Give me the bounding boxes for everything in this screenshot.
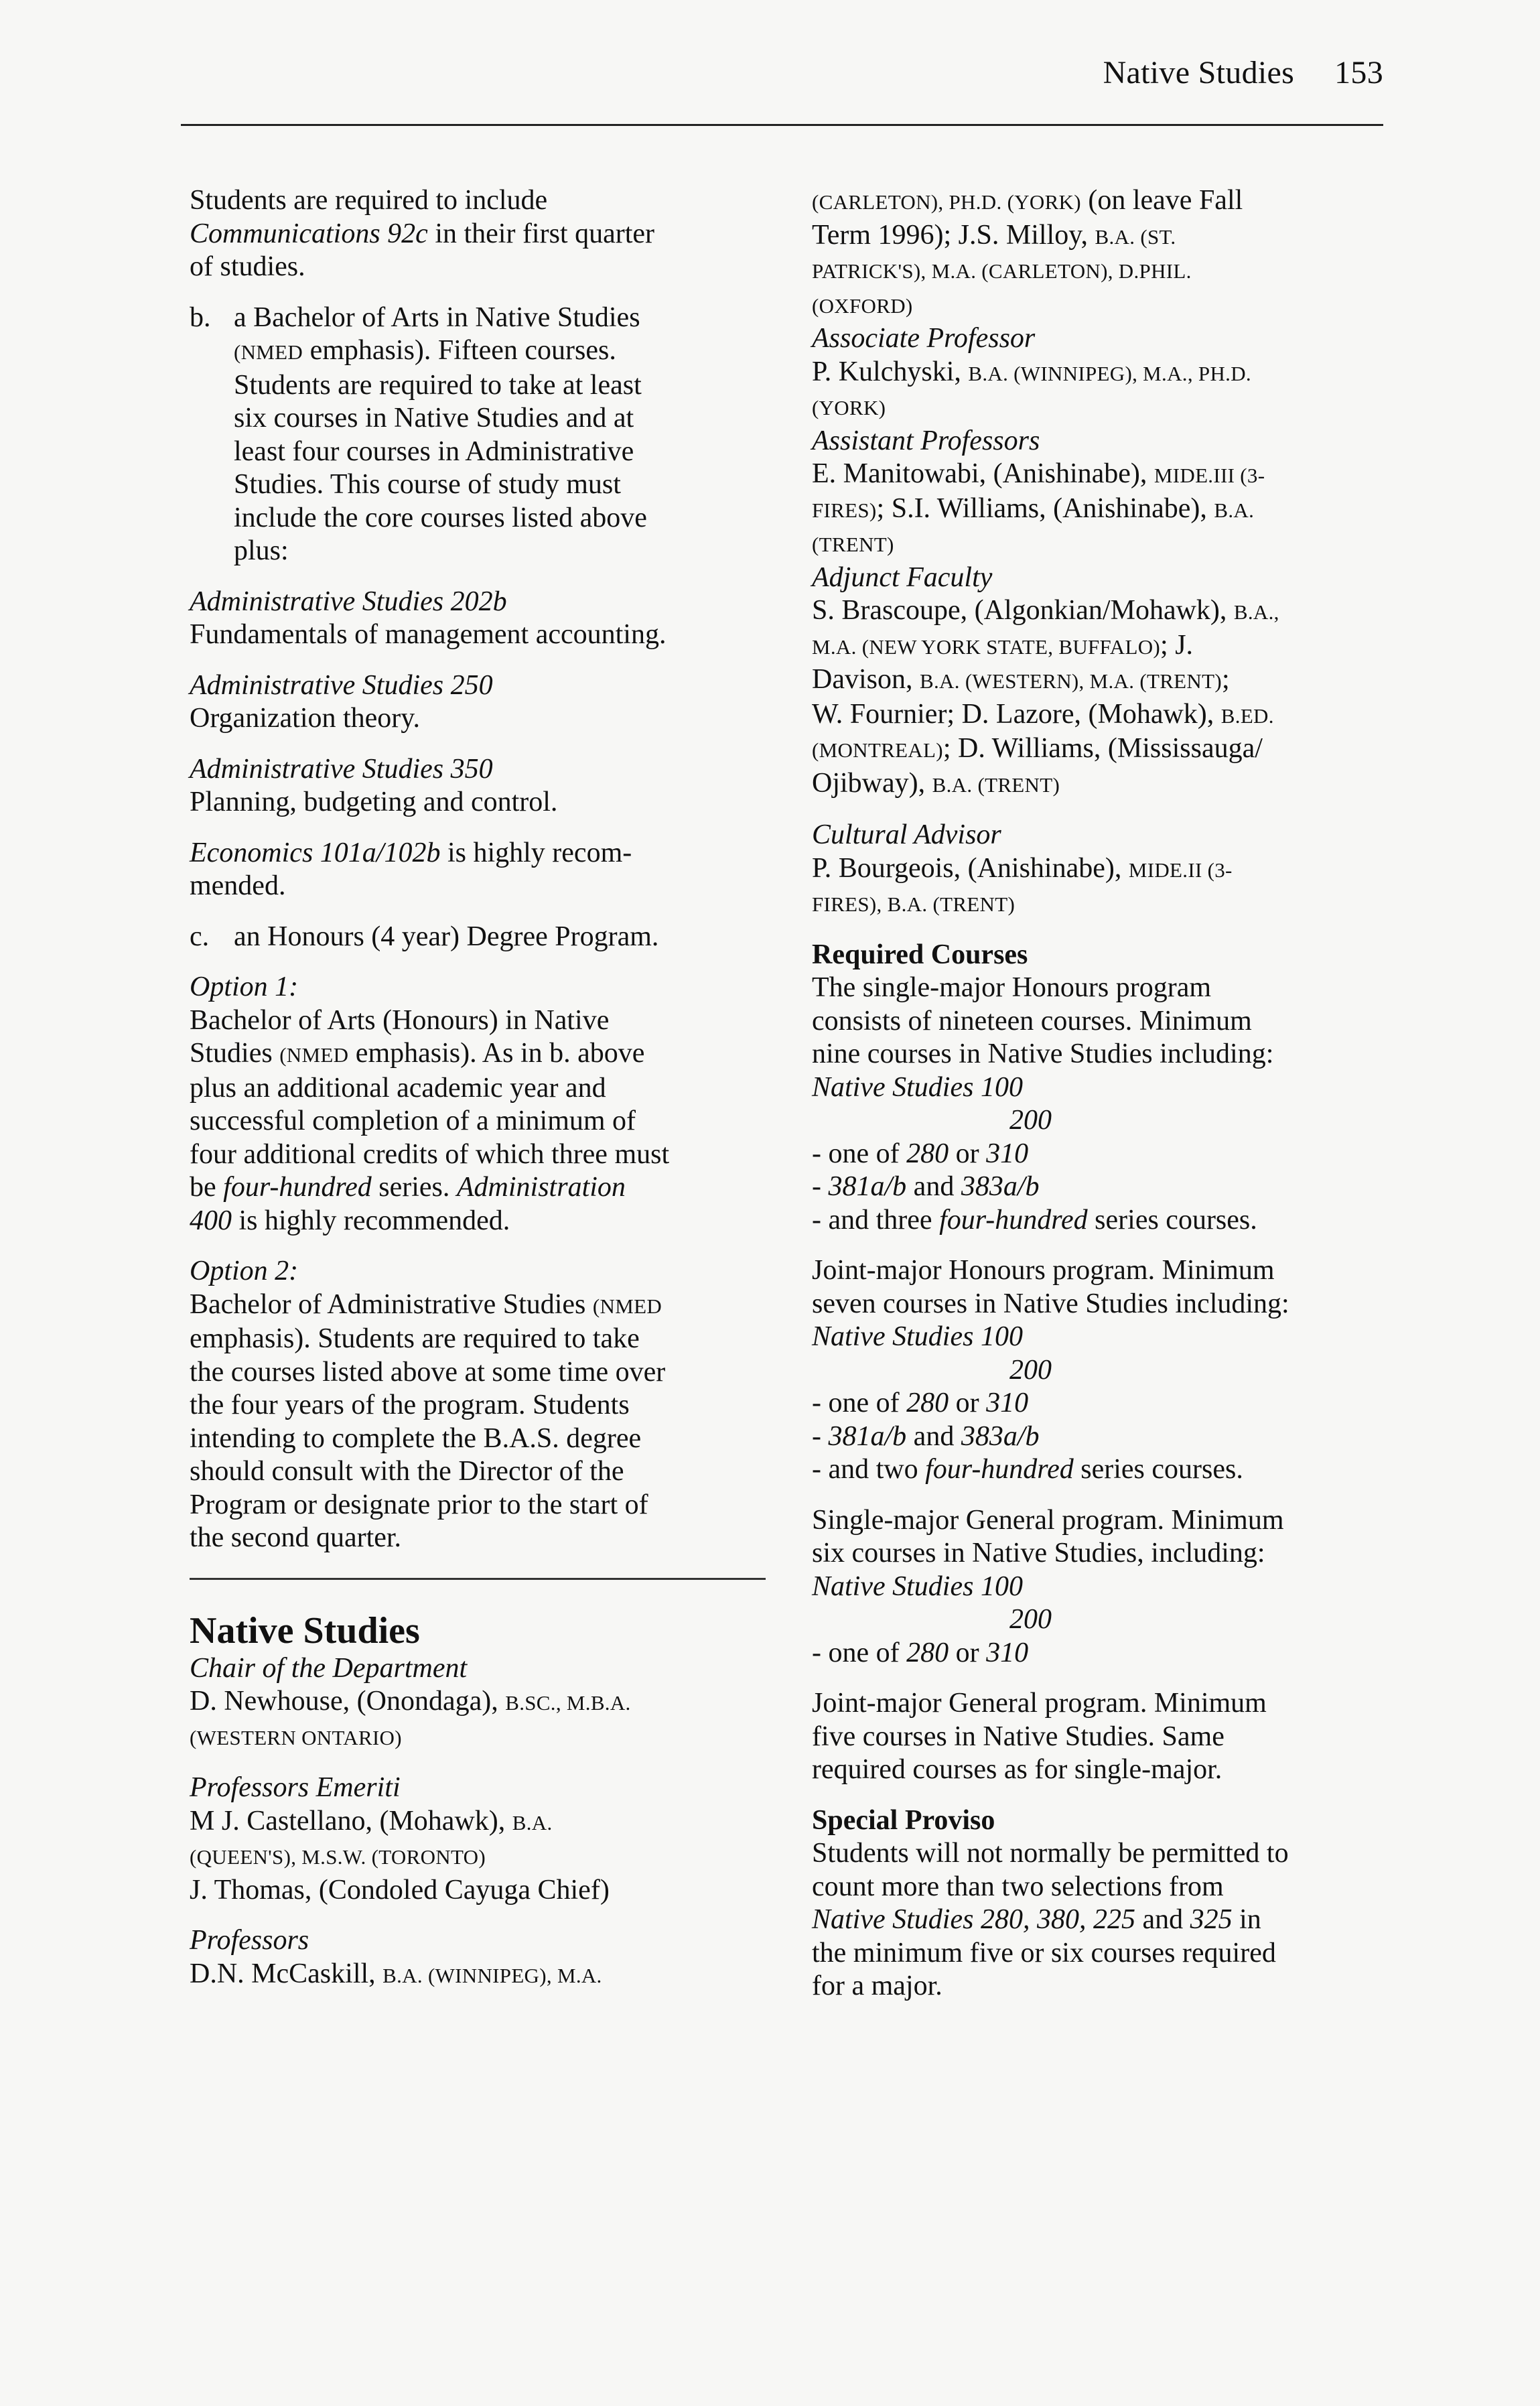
faculty-text: S. Brascoupe, (Algonkian/Mohawk), — [812, 595, 1234, 626]
req-text: series courses. — [1073, 1454, 1243, 1485]
right-column — [812, 184, 1388, 2003]
small-caps: B.ED. — [1220, 704, 1274, 728]
option-line — [190, 1205, 766, 1238]
req-course: 383a/b — [961, 1171, 1040, 1202]
option-line: the second quarter. — [190, 1522, 402, 1553]
faculty-text: P. Kulchyski, — [812, 356, 969, 387]
faculty-line — [812, 253, 1388, 288]
option-text: Bachelor of Administrative Studies — [190, 1288, 593, 1320]
req-line: The single-major Honours program — [812, 972, 1212, 1003]
proviso-line: Students will not normally be permitted to — [812, 1838, 1289, 1869]
faculty-line — [812, 527, 1388, 561]
left-column — [190, 184, 766, 1992]
faculty-line — [812, 663, 1388, 698]
option-line — [190, 1288, 766, 1323]
faculty-line: J. Thomas, (Condoled Cayuga Chief) — [190, 1874, 610, 1906]
small-caps: B.A. (WINNIPEG), M.A., PH.D. — [968, 361, 1251, 385]
page-header — [181, 50, 1383, 126]
small-caps: B.A. (WINNIPEG), M.A. — [382, 1963, 602, 1987]
option-line: Bachelor of Arts (Honours) in Native — [190, 1004, 610, 1036]
small-caps: B.A. — [1214, 498, 1255, 522]
faculty-line — [812, 184, 1388, 219]
req-text: - one of — [812, 1388, 907, 1418]
faculty-line — [812, 458, 1388, 492]
option-2 — [190, 1255, 766, 1555]
proviso-line: count more than two selections from — [812, 1871, 1224, 1902]
req-course: 381a/b — [828, 1420, 907, 1452]
req-course: 200 — [1009, 1105, 1052, 1136]
option-title: Option 2: — [190, 1256, 299, 1286]
faculty-text: (on leave Fall — [1080, 185, 1243, 216]
proviso-line: the minimum five or six courses required — [812, 1937, 1276, 1968]
option-text: emphasis). As in b. above — [348, 1038, 645, 1069]
cultural-block — [812, 819, 1388, 921]
req-line: Joint-major Honours program. Minimum — [812, 1255, 1275, 1286]
small-caps: B.A., — [1233, 600, 1279, 624]
req-text: and — [906, 1420, 961, 1452]
option-line: successful completion of a minimum of — [190, 1106, 636, 1136]
small-caps: B.SC., M.B.A. — [505, 1691, 631, 1715]
special-proviso — [812, 1804, 1388, 2003]
req-line — [812, 1204, 1388, 1238]
professors-cont — [812, 184, 1388, 322]
option-line: should consult with the Director of the — [190, 1456, 624, 1487]
list-item-b — [190, 302, 766, 568]
req-course: 280 — [906, 1388, 949, 1418]
faculty-role: Chair of the Department — [190, 1652, 468, 1684]
option-text: be — [190, 1172, 224, 1203]
faculty-role: Adjunct Faculty — [812, 561, 993, 593]
faculty-line — [190, 1805, 766, 1840]
option-line: emphasis). Students are required to take — [190, 1323, 640, 1354]
option-1 — [190, 971, 766, 1238]
course-name: Administrative Studies 250 — [190, 669, 493, 701]
faculty-line — [812, 732, 1388, 767]
list-label: c. — [190, 921, 210, 952]
option-line: four additional credits of which three must — [190, 1138, 670, 1170]
econ-text: is highly recom- — [440, 837, 632, 868]
req-course: Native Studies 100 — [812, 1570, 1023, 1602]
single-general — [812, 1504, 1388, 1670]
proviso-line — [812, 1903, 1388, 1937]
course-entry — [190, 586, 766, 652]
item-b-line: six courses in Native Studies and at — [234, 403, 634, 433]
course-desc: Fundamentals of management accounting. — [190, 619, 667, 650]
faculty-line — [190, 1958, 766, 1993]
faculty-line — [812, 390, 1388, 425]
professors-block — [190, 1924, 766, 1992]
associate-block — [812, 322, 1388, 425]
option-line: Program or designate prior to the start of — [190, 1489, 648, 1520]
faculty-line — [812, 594, 1388, 629]
req-line: required courses as for single-major. — [812, 1754, 1222, 1785]
faculty-line — [812, 219, 1388, 254]
page-number: 153 — [1334, 55, 1383, 90]
req-line — [812, 1171, 1388, 1204]
req-text: - — [812, 1420, 829, 1452]
req-line — [812, 1453, 1388, 1487]
faculty-text: D. Newhouse, (Onondaga), — [190, 1686, 506, 1717]
faculty-text: ; — [1221, 664, 1230, 695]
proviso-italic: Native Studies 280, 380, 225 — [812, 1904, 1135, 1935]
req-line: five courses in Native Studies. Same — [812, 1721, 1224, 1752]
small-caps: M.A. (NEW YORK STATE, BUFFALO) — [812, 634, 1161, 659]
req-text: - one of — [812, 1138, 907, 1169]
req-course: 280 — [906, 1637, 949, 1668]
req-course: 310 — [986, 1138, 1029, 1169]
req-text: - one of — [812, 1637, 907, 1668]
assistant-block — [812, 425, 1388, 561]
req-line: Joint-major General program. Minimum — [812, 1688, 1267, 1719]
req-line — [812, 1637, 1388, 1670]
intro-line-3: of studies. — [190, 251, 305, 282]
proviso-line: for a major. — [812, 1970, 942, 2001]
small-caps: MIDE.II (3- — [1128, 858, 1233, 882]
req-line: seven courses in Native Studies including: — [812, 1288, 1289, 1319]
req-line — [812, 1138, 1388, 1171]
faculty-line — [812, 288, 1388, 323]
faculty-text: M J. Castellano, (Mohawk), — [190, 1805, 512, 1836]
small-caps: B.A. (ST. — [1095, 224, 1176, 249]
small-caps: PATRICK'S), M.A. (CARLETON), D.PHIL. — [812, 259, 1192, 283]
item-b-text: emphasis). Fifteen courses. — [303, 335, 616, 366]
list-text: an Honours (4 year) Degree Program. — [234, 921, 659, 952]
list-label: b. — [190, 302, 211, 333]
faculty-line — [812, 886, 1388, 921]
small-caps: B.A. — [512, 1810, 553, 1834]
list-text — [234, 302, 766, 568]
faculty-text: Ojibway), — [812, 767, 932, 799]
req-course: 310 — [986, 1388, 1029, 1418]
req-text: - and two — [812, 1454, 926, 1485]
list-item-c — [190, 921, 766, 954]
joint-honours — [812, 1254, 1388, 1487]
req-course: Native Studies 100 — [812, 1321, 1023, 1352]
course-name: Administrative Studies 202b — [190, 586, 507, 617]
req-text: or — [949, 1138, 987, 1169]
faculty-text: E. Manitowabi, (Anishinabe), — [812, 458, 1154, 489]
option-title: Option 1: — [190, 972, 299, 1002]
option-line: intending to complete the B.A.S. degree — [190, 1422, 642, 1454]
req-course: 381a/b — [828, 1171, 907, 1202]
intro-line-2 — [190, 218, 766, 251]
req-text: and — [906, 1171, 961, 1202]
req-course: 200 — [1009, 1354, 1052, 1386]
course-entry — [190, 753, 766, 819]
option-line: the four years of the program. Students — [190, 1390, 630, 1420]
section-divider — [190, 1578, 766, 1580]
faculty-text: W. Fournier; D. Lazore, (Mohawk), — [812, 698, 1221, 730]
item-b-line: include the core courses listed above — [234, 502, 647, 533]
option-line: the courses listed above at some time over — [190, 1356, 666, 1388]
item-b-line: least four courses in Administrative — [234, 436, 634, 467]
proviso-text: in — [1232, 1904, 1261, 1935]
small-caps: (CARLETON), PH.D. (YORK) — [812, 190, 1081, 214]
req-italic: four-hundred — [939, 1204, 1088, 1235]
small-caps: (TRENT) — [812, 533, 894, 556]
section-title: Native Studies — [190, 1609, 420, 1652]
faculty-text: Davison, — [812, 664, 920, 695]
req-text: or — [949, 1388, 987, 1418]
option-text: is highly recommended. — [232, 1205, 510, 1236]
req-line: consists of nineteen courses. Minimum — [812, 1005, 1252, 1037]
small-caps: (WESTERN ONTARIO) — [190, 1725, 402, 1749]
faculty-role: Assistant Professors — [812, 425, 1040, 456]
small-caps: (YORK) — [812, 396, 886, 419]
running-head — [1103, 54, 1383, 91]
req-course: 310 — [986, 1637, 1029, 1668]
intro-course: Communications 92c — [190, 218, 428, 249]
course-desc: Planning, budgeting and control. — [190, 787, 558, 817]
faculty-role: Professors Emeriti — [190, 1772, 401, 1803]
req-text: or — [949, 1637, 987, 1668]
small-caps: FIRES), B.A. (TRENT) — [812, 892, 1016, 916]
option-line: plus an additional academic year and — [190, 1072, 606, 1104]
req-course: 383a/b — [961, 1420, 1040, 1452]
item-b-line — [234, 334, 766, 369]
emeriti-block — [190, 1772, 766, 1907]
faculty-text: ; J. — [1160, 629, 1194, 661]
faculty-line — [812, 767, 1388, 802]
option-italic: four-hundred — [223, 1172, 372, 1203]
faculty-line — [812, 356, 1388, 391]
req-text: - — [812, 1171, 829, 1202]
option-text: series. — [371, 1172, 457, 1203]
proviso-italic: 325 — [1190, 1904, 1233, 1935]
faculty-text: P. Bourgeois, (Anishinabe), — [812, 852, 1129, 884]
running-title: Native Studies — [1103, 55, 1295, 90]
small-caps: (NMED — [592, 1294, 662, 1318]
subsection-heading: Required Courses — [812, 939, 1028, 970]
small-caps: (OXFORD) — [812, 293, 913, 318]
faculty-line — [812, 852, 1388, 887]
req-text: - and three — [812, 1204, 940, 1235]
small-caps: (MONTREAL) — [812, 738, 943, 762]
faculty-line — [190, 1720, 766, 1755]
item-b-line: Studies. This course of study must — [234, 469, 621, 500]
req-line: Single-major General program. Minimum — [812, 1504, 1284, 1536]
item-b-line: Students are required to take at least — [234, 369, 642, 401]
option-italic: Administration — [456, 1172, 626, 1203]
req-course: Native Studies 100 — [812, 1071, 1023, 1103]
req-line: six courses in Native Studies, including: — [812, 1538, 1265, 1568]
req-line: nine courses in Native Studies including: — [812, 1039, 1274, 1069]
required-courses — [812, 939, 1388, 1238]
faculty-line — [812, 698, 1388, 733]
faculty-text: D.N. McCaskill, — [190, 1958, 383, 1989]
req-text: series courses. — [1087, 1204, 1257, 1235]
req-course: 200 — [1009, 1604, 1052, 1635]
faculty-line — [190, 1685, 766, 1720]
course-entry — [190, 669, 766, 736]
req-line — [812, 1420, 1388, 1454]
option-italic: 400 — [190, 1205, 232, 1236]
small-caps: MIDE.III (3- — [1153, 464, 1265, 487]
subsection-heading: Special Proviso — [812, 1804, 995, 1836]
small-caps: (NMED — [279, 1043, 349, 1067]
item-b-line: plus: — [234, 535, 289, 566]
req-line — [812, 1387, 1388, 1420]
small-caps: FIRES) — [812, 498, 877, 522]
option-line — [190, 1037, 766, 1072]
small-caps: (QUEEN'S), M.S.W. (TORONTO) — [190, 1845, 486, 1869]
faculty-line — [812, 492, 1388, 527]
econ-line — [190, 837, 766, 870]
course-name: Administrative Studies 350 — [190, 753, 493, 785]
small-caps: B.A. (WESTERN), M.A. (TRENT) — [920, 669, 1222, 693]
chair-block — [190, 1652, 766, 1755]
proviso-text: and — [1135, 1904, 1190, 1935]
small-caps: (NMED — [234, 340, 303, 364]
econ-line-2: mended. — [190, 870, 286, 901]
course-desc: Organization theory. — [190, 703, 421, 734]
faculty-text: Term 1996); J.S. Milloy, — [812, 219, 1095, 251]
req-course: 280 — [906, 1138, 949, 1169]
req-italic: four-hundred — [925, 1454, 1074, 1485]
faculty-line — [190, 1839, 766, 1874]
faculty-role: Associate Professor — [812, 323, 1036, 354]
item-b-line: a Bachelor of Arts in Native Studies — [234, 302, 640, 333]
faculty-text: ; D. Williams, (Mississauga/ — [942, 733, 1263, 764]
option-text: Studies — [190, 1038, 280, 1069]
intro-line-1: Students are required to include — [190, 185, 548, 216]
faculty-text: ; S.I. Williams, (Anishinabe), — [876, 492, 1214, 524]
intro-rest: in their first quarter — [427, 218, 655, 249]
faculty-role: Cultural Advisor — [812, 819, 1001, 850]
small-caps: B.A. (TRENT) — [932, 773, 1060, 797]
faculty-line — [812, 629, 1388, 664]
econ-course: Economics 101a/102b — [190, 837, 441, 868]
joint-general — [812, 1687, 1388, 1787]
option-line — [190, 1171, 766, 1205]
faculty-role: Professors — [190, 1925, 309, 1956]
adjunct-block — [812, 561, 1388, 802]
